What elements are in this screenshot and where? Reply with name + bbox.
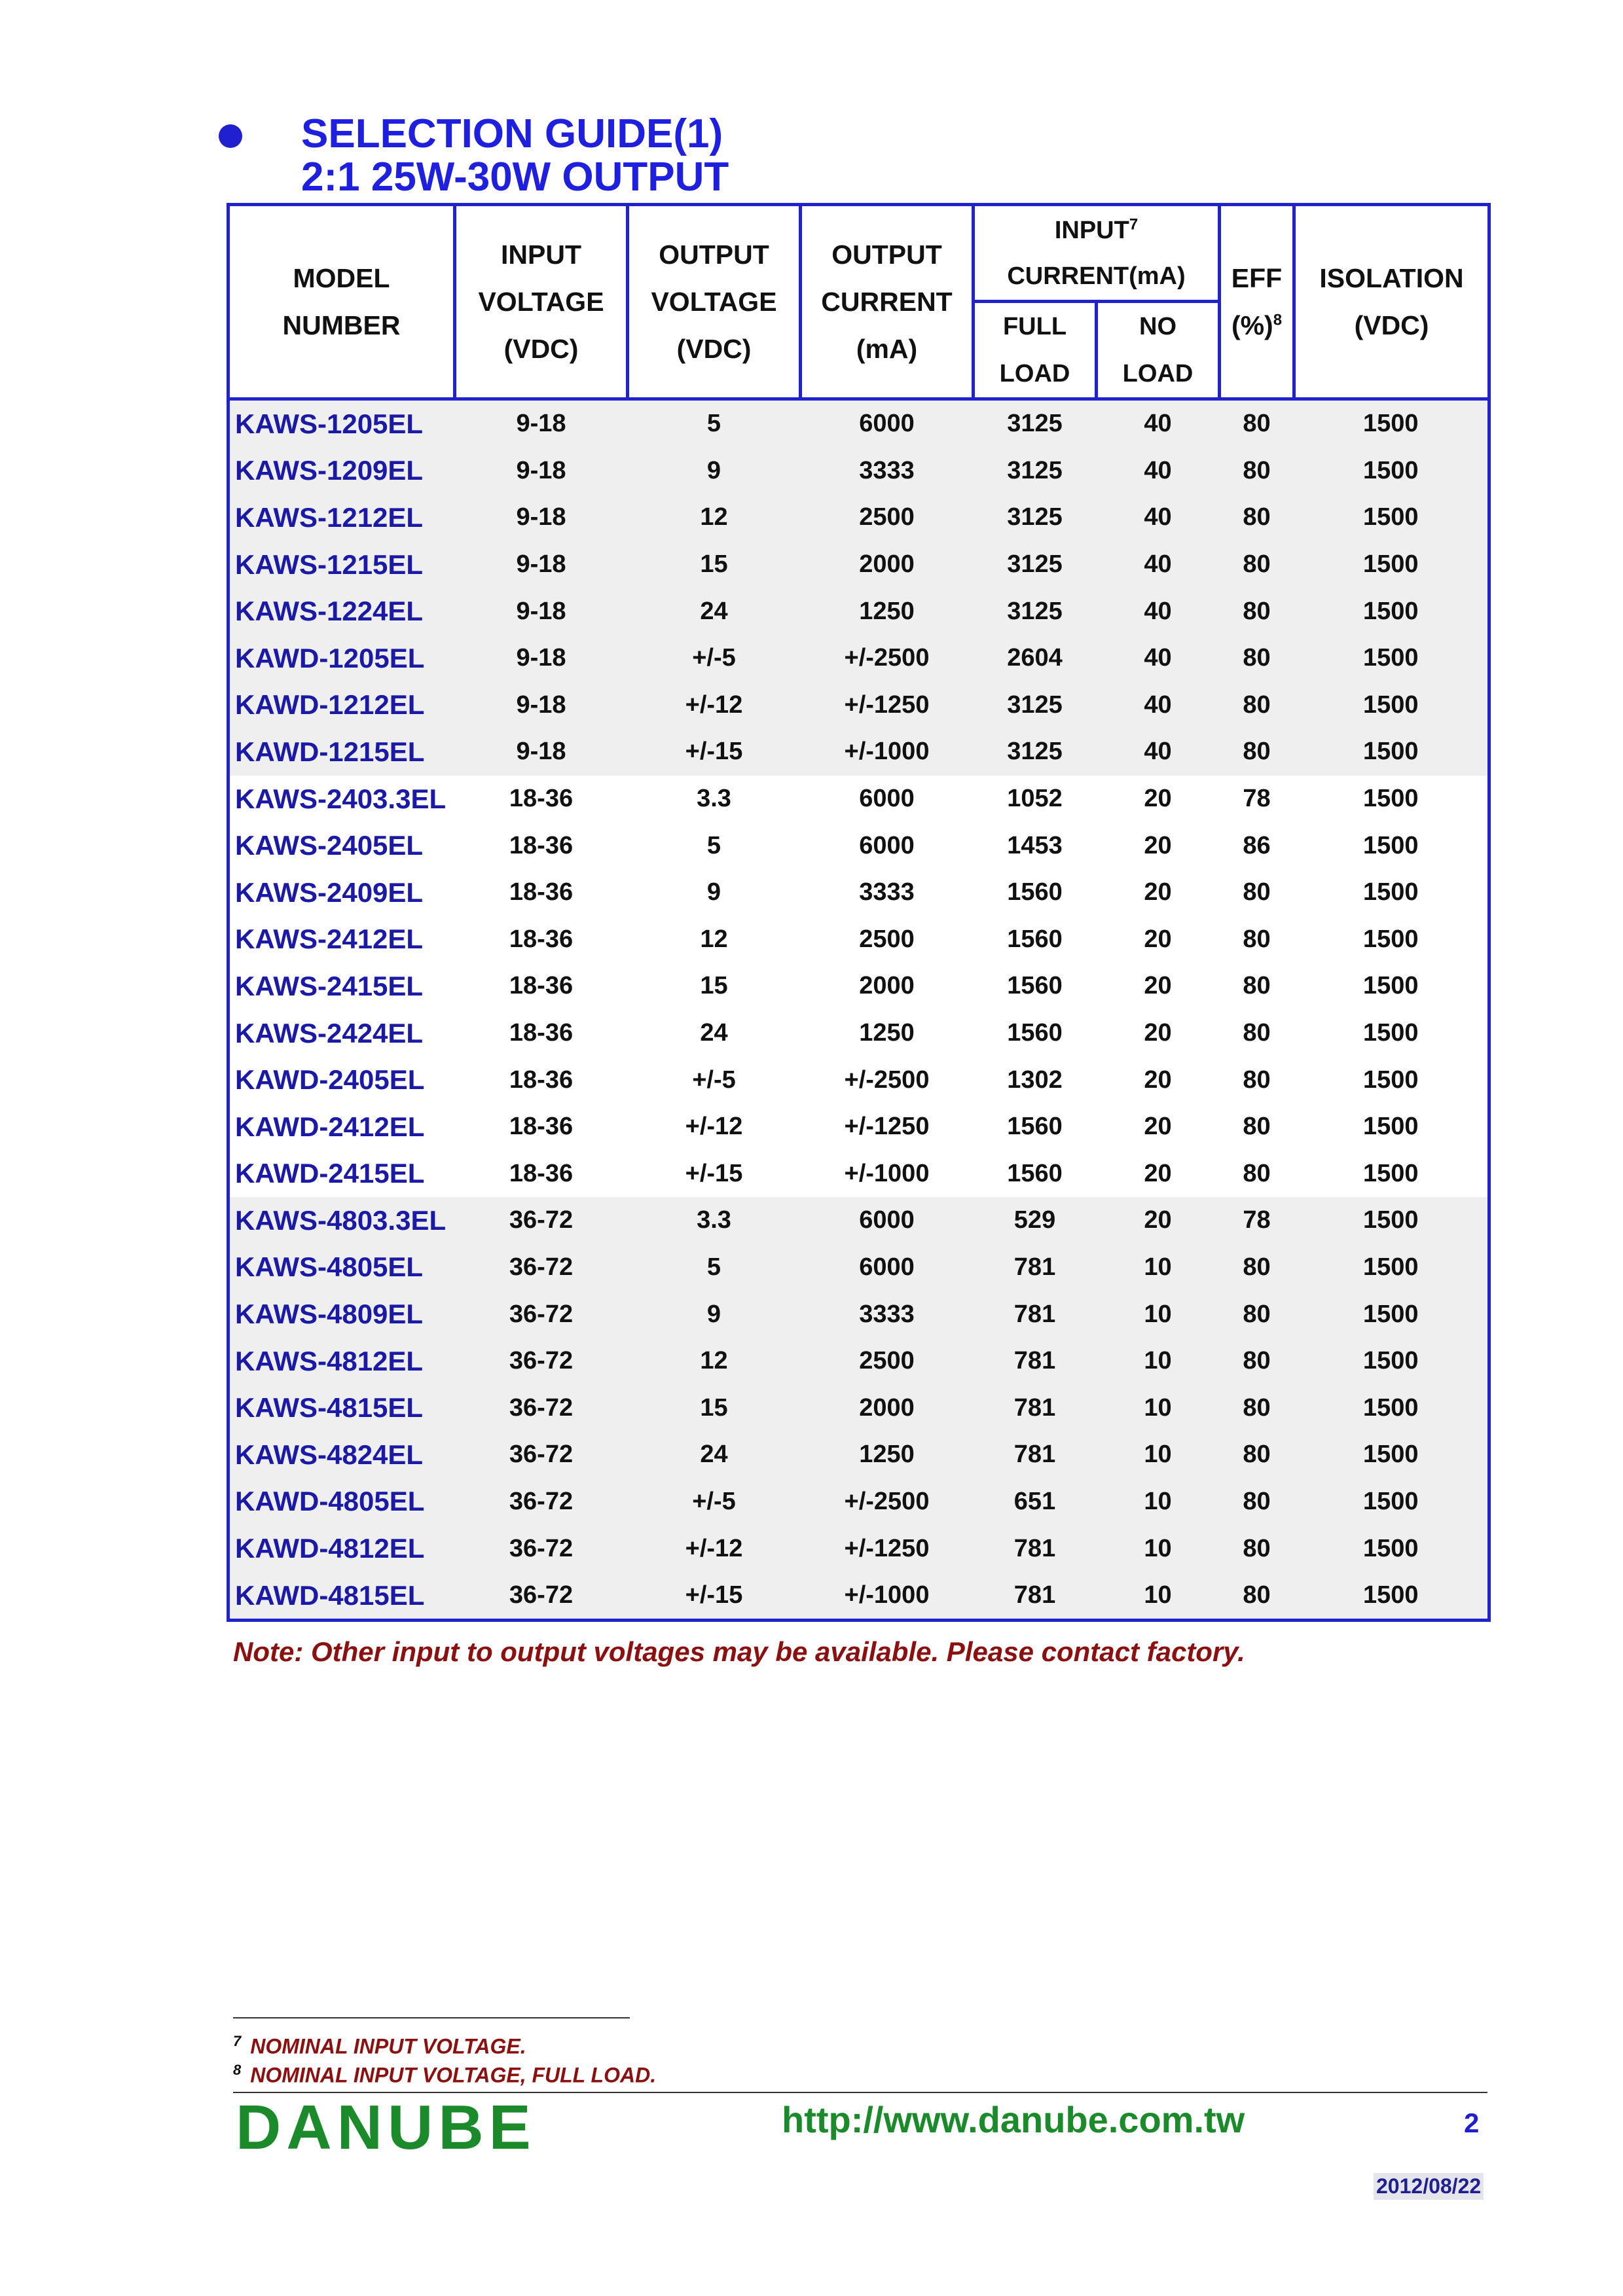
output-current-cell: 6000	[859, 831, 915, 859]
output-voltage-cell: +/-5	[692, 1066, 736, 1094]
no-load-current-cell: 20	[1144, 831, 1172, 859]
efficiency-cell: 80	[1220, 682, 1294, 729]
isolation-cell: 1500	[1294, 1338, 1489, 1385]
header-no-load: NO LOAD	[1097, 302, 1220, 399]
isolation-cell: 1500	[1362, 1066, 1419, 1094]
isolation-cell: 1500	[1294, 588, 1489, 635]
table-row	[228, 1338, 1489, 1385]
isolation-cell: 1500	[1362, 1159, 1419, 1187]
output-current-cell: 2000	[801, 541, 974, 588]
efficiency-cell: 80	[1220, 399, 1294, 448]
header-isolation: ISOLATION (VDC)	[1294, 205, 1489, 399]
isolation-cell: 1500	[1294, 448, 1489, 495]
model-number-cell: KAWD-1205EL	[228, 635, 455, 682]
output-current-cell: 2000	[859, 972, 915, 1000]
no-load-current-cell: 20	[1144, 972, 1172, 1000]
isolation-cell: 1500	[1294, 1384, 1489, 1431]
input-voltage-cell: 36-72	[455, 1291, 628, 1338]
output-voltage-cell: 9	[628, 1291, 801, 1338]
output-current-cell: +/-1250	[801, 1525, 974, 1572]
no-load-current-cell: 40	[1097, 399, 1220, 448]
output-voltage-cell: 12	[700, 925, 728, 953]
output-voltage-cell: 15	[628, 541, 801, 588]
output-voltage-cell: +/-12	[628, 1525, 801, 1572]
section-title	[229, 113, 729, 199]
efficiency-cell: 80	[1220, 588, 1294, 635]
no-load-current-cell: 20	[1097, 1197, 1220, 1244]
efficiency-cell: 80	[1220, 1244, 1294, 1291]
model-number-cell: KAWD-4812EL	[228, 1525, 455, 1572]
no-load-current-cell: 40	[1097, 682, 1220, 729]
efficiency-cell: 80	[1220, 1525, 1294, 1572]
model-number-cell: KAWS-1224EL	[228, 588, 455, 635]
output-voltage-cell: 9	[706, 878, 721, 906]
full-load-current-cell: 781	[974, 1384, 1097, 1431]
output-current-cell: 3333	[801, 1291, 974, 1338]
full-load-current-cell: 1453	[1007, 831, 1063, 859]
output-voltage-cell: +/-15	[628, 728, 801, 776]
input-voltage-cell: 9-18	[455, 541, 628, 588]
isolation-cell: 1500	[1362, 1019, 1419, 1047]
header-input-current: INPUT$^7$ CURRENT(mA)	[974, 205, 1220, 302]
full-load-current-cell: 651	[974, 1479, 1097, 1526]
input-voltage-cell: 18-36	[509, 1066, 574, 1094]
isolation-cell: 1500	[1294, 682, 1489, 729]
full-load-current-cell: 1302	[1007, 1066, 1063, 1094]
model-number-cell: KAWS-4815EL	[228, 1384, 455, 1431]
input-voltage-cell: 36-72	[455, 1572, 628, 1621]
isolation-cell: 1500	[1362, 785, 1419, 813]
full-load-current-cell: 1560	[1007, 878, 1063, 906]
no-load-current-cell: 10	[1097, 1431, 1220, 1479]
full-load-current-cell: 3125	[974, 541, 1097, 588]
output-voltage-cell: +/-5	[628, 635, 801, 682]
table-row	[228, 1572, 1489, 1621]
isolation-cell: 1500	[1294, 1291, 1489, 1338]
header-output-voltage: OUTPUT VOLTAGE (VDC)	[628, 205, 801, 399]
page-number: 2	[1464, 2108, 1480, 2138]
no-load-current-cell: 10	[1097, 1525, 1220, 1572]
isolation-cell: 1500	[1294, 635, 1489, 682]
table-row	[228, 588, 1489, 635]
efficiency-cell: 80	[1220, 1338, 1294, 1385]
full-load-current-cell: 3125	[974, 728, 1097, 776]
efficiency-cell: 80	[1220, 448, 1294, 495]
full-load-current-cell: 781	[974, 1572, 1097, 1621]
efficiency-cell: 80	[1220, 728, 1294, 776]
no-load-current-cell: 10	[1097, 1244, 1220, 1291]
output-current-cell: +/-1250	[844, 1113, 930, 1141]
output-current-cell: 2500	[801, 1338, 974, 1385]
no-load-current-cell: 40	[1097, 541, 1220, 588]
no-load-current-cell: 40	[1097, 635, 1220, 682]
table-row	[228, 1151, 1489, 1198]
model-number-cell: KAWD-2412EL	[235, 1111, 425, 1142]
efficiency-cell: 80	[1220, 1479, 1294, 1526]
input-voltage-cell: 18-36	[509, 785, 574, 813]
full-load-current-cell: 529	[974, 1197, 1097, 1244]
isolation-cell: 1500	[1294, 1244, 1489, 1291]
isolation-cell: 1500	[1294, 541, 1489, 588]
full-load-current-cell: 1560	[1007, 1159, 1063, 1187]
model-number-cell: KAWS-4803.3EL	[228, 1197, 455, 1244]
model-number-cell: KAWS-4812EL	[228, 1338, 455, 1385]
table-row	[228, 682, 1489, 729]
full-load-current-cell: 3125	[974, 588, 1097, 635]
header-model: MODEL NUMBER	[228, 205, 455, 399]
table-row	[228, 399, 1489, 448]
output-current-cell: +/-1000	[801, 728, 974, 776]
website-link[interactable]: http://www.danube.com.tw	[782, 2099, 1245, 2140]
footnote-divider	[233, 2017, 630, 2018]
isolation-cell: 1500	[1294, 1431, 1489, 1479]
table-row	[228, 448, 1489, 495]
input-voltage-cell: 36-72	[455, 1525, 628, 1572]
input-voltage-cell: 18-36	[509, 1019, 574, 1047]
full-load-current-cell: 3125	[974, 399, 1097, 448]
output-voltage-cell: 5	[628, 399, 801, 448]
table-row	[228, 1103, 1489, 1151]
full-load-current-cell: 1560	[1007, 925, 1063, 953]
no-load-current-cell: 10	[1097, 1479, 1220, 1526]
table-row	[228, 1197, 1489, 1244]
brand-logo: DANUBE	[236, 2092, 536, 2162]
no-load-current-cell: 40	[1097, 494, 1220, 541]
efficiency-cell: 80	[1243, 1066, 1271, 1094]
table-row	[228, 963, 1489, 1010]
efficiency-cell: 78	[1243, 785, 1271, 813]
isolation-cell: 1500	[1362, 831, 1419, 859]
table-row	[228, 1056, 1489, 1103]
selection-table	[227, 203, 1491, 1622]
model-number-cell: KAWS-1215EL	[228, 541, 455, 588]
footnote-7: $^7$ NOMINAL INPUT VOLTAGE.	[233, 2033, 526, 2058]
efficiency-cell: 80	[1243, 1113, 1271, 1141]
no-load-current-cell: 20	[1144, 925, 1172, 953]
bullet-icon	[219, 124, 242, 148]
model-number-cell: KAWD-4815EL	[228, 1572, 455, 1621]
full-load-current-cell: 1560	[1007, 1113, 1063, 1141]
output-current-cell: 3333	[801, 448, 974, 495]
full-load-current-cell: 1560	[1007, 1019, 1063, 1047]
efficiency-cell: 80	[1220, 1384, 1294, 1431]
efficiency-cell: 80	[1220, 494, 1294, 541]
output-current-cell: 1250	[801, 588, 974, 635]
output-current-cell: 2000	[801, 1384, 974, 1431]
efficiency-cell: 80	[1220, 635, 1294, 682]
no-load-current-cell: 10	[1097, 1291, 1220, 1338]
output-current-cell: +/-1250	[801, 682, 974, 729]
model-number-cell: KAWD-2405EL	[235, 1064, 425, 1096]
isolation-cell: 1500	[1362, 925, 1419, 953]
no-load-current-cell: 10	[1097, 1384, 1220, 1431]
input-voltage-cell: 18-36	[509, 831, 574, 859]
output-voltage-cell: 12	[628, 1338, 801, 1385]
full-load-current-cell: 3125	[974, 682, 1097, 729]
table-row	[228, 776, 1489, 823]
title-line-2: 2:1 25W-30W OUTPUT	[301, 154, 729, 200]
document-date: 2012/08/22	[1374, 2173, 1484, 2200]
efficiency-cell: 80	[1220, 1431, 1294, 1479]
no-load-current-cell: 20	[1144, 1019, 1172, 1047]
output-current-cell: 2500	[859, 925, 915, 953]
table-row	[228, 728, 1489, 776]
model-number-cell: KAWS-4809EL	[228, 1291, 455, 1338]
note-text: Note: Other input to output voltages may be available. Please contact factory.	[233, 1636, 1245, 1667]
full-load-current-cell: 781	[974, 1431, 1097, 1479]
input-voltage-cell: 18-36	[509, 878, 574, 906]
table-row	[228, 635, 1489, 682]
output-current-cell: 6000	[859, 785, 915, 813]
model-number-cell: KAWS-1212EL	[228, 494, 455, 541]
input-voltage-cell: 18-36	[509, 1113, 574, 1141]
output-current-cell: 6000	[801, 1244, 974, 1291]
full-load-current-cell: 781	[974, 1338, 1097, 1385]
model-number-cell: KAWS-4824EL	[228, 1431, 455, 1479]
model-number-cell: KAWD-1215EL	[228, 728, 455, 776]
no-load-current-cell: 20	[1144, 878, 1172, 906]
input-voltage-cell: 9-18	[455, 448, 628, 495]
table-group	[228, 776, 1489, 1197]
input-voltage-cell: 36-72	[455, 1384, 628, 1431]
output-voltage-cell: +/-12	[685, 1113, 743, 1141]
table-row	[228, 1010, 1489, 1057]
model-number-cell: KAWS-2415EL	[235, 970, 424, 1001]
input-voltage-cell: 9-18	[455, 728, 628, 776]
model-number-cell: KAWD-2415EL	[235, 1158, 425, 1189]
full-load-current-cell: 781	[974, 1525, 1097, 1572]
model-number-cell: KAWS-1205EL	[228, 399, 455, 448]
table-row	[228, 822, 1489, 869]
table-row	[228, 494, 1489, 541]
output-voltage-cell: 3.3	[697, 785, 731, 813]
no-load-current-cell: 40	[1097, 728, 1220, 776]
table-row	[228, 1384, 1489, 1431]
no-load-current-cell: 10	[1097, 1572, 1220, 1621]
output-voltage-cell: 3.3	[628, 1197, 801, 1244]
output-voltage-cell: 15	[628, 1384, 801, 1431]
efficiency-cell: 80	[1243, 878, 1271, 906]
table-row	[228, 1244, 1489, 1291]
model-number-cell: KAWD-4805EL	[228, 1479, 455, 1526]
efficiency-cell: 80	[1220, 1291, 1294, 1338]
table-row	[228, 541, 1489, 588]
header-eff: EFF (%)$^8$	[1220, 205, 1294, 399]
output-voltage-cell: 24	[700, 1019, 728, 1047]
output-voltage-cell: 15	[700, 972, 728, 1000]
isolation-cell: 1500	[1294, 399, 1489, 448]
input-voltage-cell: 18-36	[509, 972, 574, 1000]
output-current-cell: 6000	[801, 1197, 974, 1244]
isolation-cell: 1500	[1294, 728, 1489, 776]
input-voltage-cell: 36-72	[455, 1479, 628, 1526]
efficiency-cell: 86	[1243, 831, 1271, 859]
model-number-cell: KAWD-1212EL	[228, 682, 455, 729]
no-load-current-cell: 10	[1097, 1338, 1220, 1385]
isolation-cell: 1500	[1362, 1113, 1419, 1141]
no-load-current-cell: 40	[1097, 448, 1220, 495]
output-voltage-cell: 5	[706, 831, 721, 859]
efficiency-cell: 80	[1220, 541, 1294, 588]
output-current-cell: 1250	[801, 1431, 974, 1479]
isolation-cell: 1500	[1362, 878, 1419, 906]
isolation-cell: 1500	[1294, 1479, 1489, 1526]
full-load-current-cell: 3125	[974, 494, 1097, 541]
output-voltage-cell: 5	[628, 1244, 801, 1291]
full-load-current-cell: 1560	[1007, 972, 1063, 1000]
output-voltage-cell: +/-5	[628, 1479, 801, 1526]
full-load-current-cell: 2604	[974, 635, 1097, 682]
isolation-cell: 1500	[1294, 1197, 1489, 1244]
table-row	[228, 1525, 1489, 1572]
output-voltage-cell: 12	[628, 494, 801, 541]
output-current-cell: +/-2500	[844, 1066, 930, 1094]
output-current-cell: +/-2500	[801, 1479, 974, 1526]
model-number-cell: KAWS-2405EL	[235, 830, 424, 861]
model-number-cell: KAWS-2412EL	[235, 924, 424, 955]
model-number-cell: KAWS-2424EL	[235, 1017, 424, 1049]
output-voltage-cell: 9	[628, 448, 801, 495]
input-voltage-cell: 9-18	[455, 635, 628, 682]
isolation-cell: 1500	[1294, 494, 1489, 541]
no-load-current-cell: 20	[1144, 1113, 1172, 1141]
output-current-cell: +/-1000	[844, 1159, 930, 1187]
model-number-cell: KAWS-1209EL	[228, 448, 455, 495]
efficiency-cell: 80	[1243, 1019, 1271, 1047]
table-row	[228, 1431, 1489, 1479]
model-number-cell: KAWS-2403.3EL	[235, 783, 447, 814]
table-row	[228, 869, 1489, 916]
header-input-voltage: INPUT VOLTAGE (VDC)	[455, 205, 628, 399]
input-voltage-cell: 18-36	[509, 1159, 574, 1187]
input-voltage-cell: 9-18	[455, 399, 628, 448]
isolation-cell: 1500	[1362, 972, 1419, 1000]
footnote-8: $^8$ NOMINAL INPUT VOLTAGE, FULL LOAD.	[233, 2062, 657, 2087]
full-load-current-cell: 1052	[1007, 785, 1063, 813]
input-voltage-cell: 9-18	[455, 494, 628, 541]
input-voltage-cell: 9-18	[455, 588, 628, 635]
full-load-current-cell: 3125	[974, 448, 1097, 495]
table-row	[228, 916, 1489, 963]
no-load-current-cell: 40	[1097, 588, 1220, 635]
output-current-cell: 2500	[801, 494, 974, 541]
output-current-cell: +/-1000	[801, 1572, 974, 1621]
title-line-1: SELECTION GUIDE(1)	[301, 111, 723, 156]
model-number-cell: KAWS-4805EL	[228, 1244, 455, 1291]
efficiency-cell: 78	[1220, 1197, 1294, 1244]
output-voltage-cell: +/-15	[685, 1159, 743, 1187]
header-output-current: OUTPUT CURRENT (mA)	[801, 205, 974, 399]
output-current-cell: 1250	[859, 1019, 915, 1047]
efficiency-cell: 80	[1243, 925, 1271, 953]
efficiency-cell: 80	[1243, 1159, 1271, 1187]
input-voltage-cell: 36-72	[455, 1338, 628, 1385]
no-load-current-cell: 20	[1144, 785, 1172, 813]
output-current-cell: 3333	[859, 878, 915, 906]
output-current-cell: 6000	[801, 399, 974, 448]
output-current-cell: +/-2500	[801, 635, 974, 682]
full-load-current-cell: 781	[974, 1244, 1097, 1291]
efficiency-cell: 80	[1220, 1572, 1294, 1621]
input-voltage-cell: 18-36	[509, 925, 574, 953]
table-group	[228, 399, 1489, 776]
isolation-cell: 1500	[1294, 1572, 1489, 1621]
input-voltage-cell: 36-72	[455, 1197, 628, 1244]
output-voltage-cell: +/-15	[628, 1572, 801, 1621]
output-voltage-cell: 24	[628, 588, 801, 635]
model-number-cell: KAWS-2409EL	[235, 876, 424, 908]
header-full-load: FULL LOAD	[974, 302, 1097, 399]
efficiency-cell: 80	[1243, 972, 1271, 1000]
output-voltage-cell: 24	[628, 1431, 801, 1479]
output-voltage-cell: +/-12	[628, 682, 801, 729]
no-load-current-cell: 20	[1144, 1159, 1172, 1187]
input-voltage-cell: 36-72	[455, 1431, 628, 1479]
no-load-current-cell: 20	[1144, 1066, 1172, 1094]
table-group	[228, 1197, 1489, 1621]
table-row	[228, 1479, 1489, 1526]
full-load-current-cell: 781	[974, 1291, 1097, 1338]
input-voltage-cell: 9-18	[455, 682, 628, 729]
table-row	[228, 1291, 1489, 1338]
isolation-cell: 1500	[1294, 1525, 1489, 1572]
input-voltage-cell: 36-72	[455, 1244, 628, 1291]
